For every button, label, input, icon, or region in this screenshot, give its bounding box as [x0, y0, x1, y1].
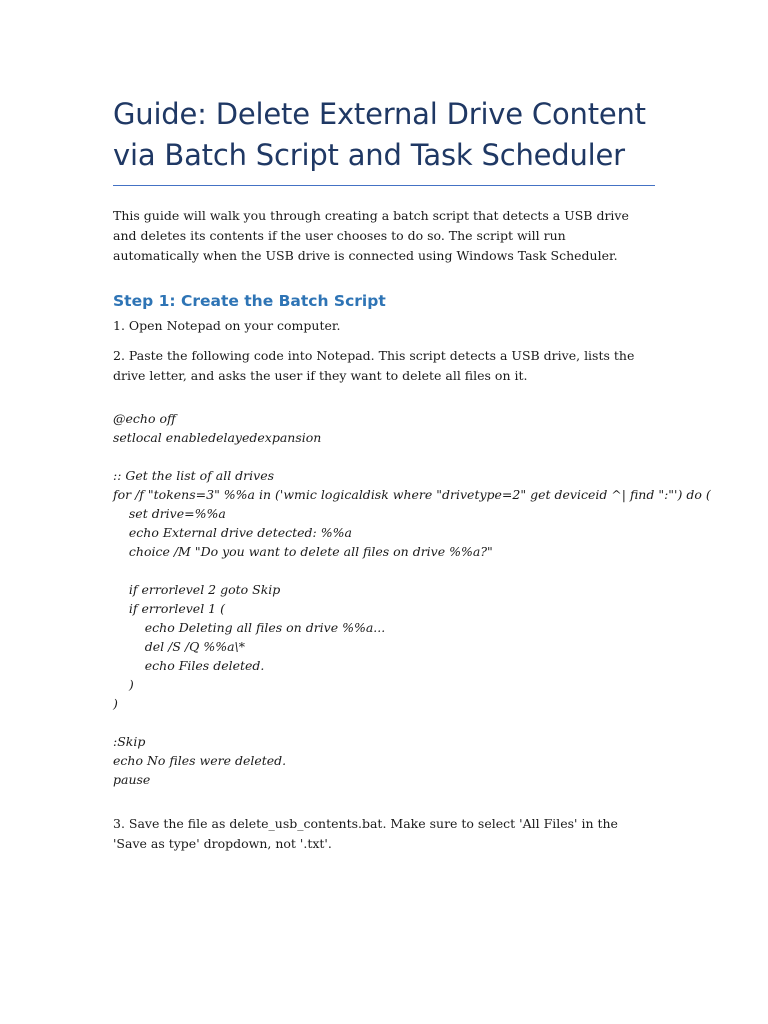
- code-line: :Skip: [113, 734, 146, 749]
- step-1-heading: Step 1: Create the Batch Script: [113, 292, 386, 310]
- intro-paragraph: This guide will walk you through creating a batch script that detects a USB drive and deletes its contents if the user chooses to do so. The script will run automatically when the USB drive is connected using Windows Task Scheduler.: [113, 208, 629, 263]
- batch-code-block: [113, 409, 711, 789]
- code-line: [113, 447, 655, 466]
- code-line: ): [113, 677, 134, 692]
- code-line: echo Files deleted.: [113, 658, 265, 673]
- code-line: echo No files were deleted.: [113, 753, 287, 768]
- code-line: @echo off: [113, 411, 176, 426]
- code-line: [113, 713, 655, 732]
- code-line: echo Deleting all files on drive %%a...: [113, 620, 386, 635]
- document-page: [113, 94, 711, 854]
- code-line: set drive=%%a: [113, 506, 226, 521]
- step-1-item-3: 3. Save the file as delete_usb_contents.bat. Make sure to select 'All Files' in the 'Save as type' dropdown, not '.txt'.: [113, 816, 618, 851]
- code-line: echo External drive detected: %%a: [113, 525, 352, 540]
- code-line: if errorlevel 2 goto Skip: [113, 582, 281, 597]
- code-line: [113, 561, 655, 580]
- step-1-item-1: 1. Open Notepad on your computer.: [113, 318, 341, 333]
- title-line-2: via Batch Script and Task Scheduler: [113, 138, 625, 172]
- code-line: if errorlevel 1 (: [113, 601, 225, 616]
- code-line: :: Get the list of all drives: [113, 468, 275, 483]
- document-title: [113, 94, 655, 176]
- code-line: pause: [113, 772, 151, 787]
- step-1-item-2: 2. Paste the following code into Notepad. This script detects a USB drive, lists the drive letter, and asks the user if they want to delete all files on it.: [113, 348, 635, 383]
- code-line: choice /M "Do you want to delete all files on drive %%a?": [113, 544, 493, 559]
- code-line: setlocal enabledelayedexpansion: [113, 430, 322, 445]
- title-line-1: Guide: Delete External Drive Content: [113, 97, 646, 131]
- code-line: ): [113, 696, 118, 711]
- code-line: del /S /Q %%a\*: [113, 639, 246, 654]
- code-line: for /f "tokens=3" %%a in ('wmic logicaldisk where "drivetype=2" get deviceid ^| find ":"') do (: [113, 487, 711, 502]
- title-divider: [113, 185, 655, 186]
